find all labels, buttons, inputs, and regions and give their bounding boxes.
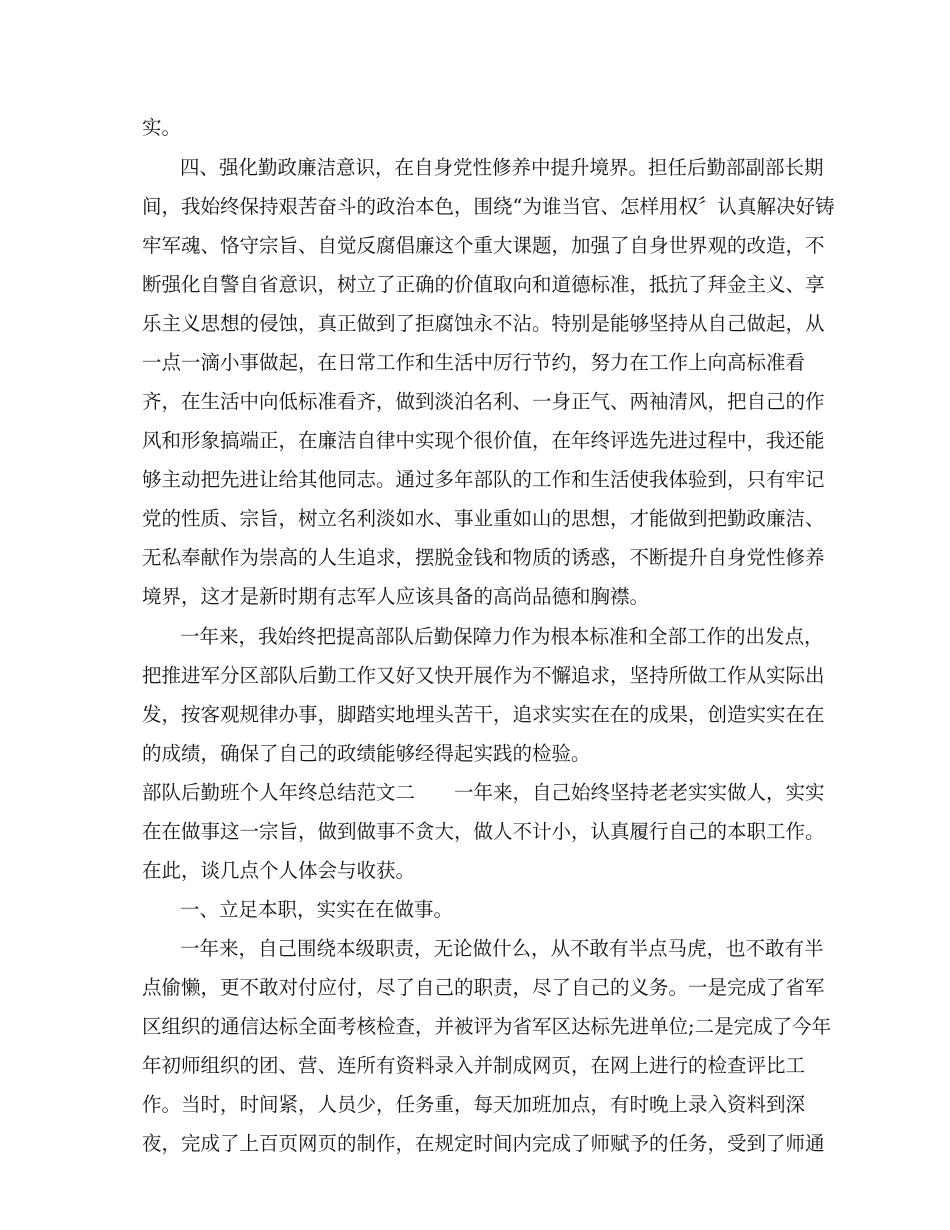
text-line: 作。当时，时间紧，人员少，任务重，每天加班加点，有时晚上录入资料到深	[142, 1093, 806, 1116]
text-line: 够主动把先进让给其他同志。通过多年部队的工作和生活使我体验到，只有牢记	[142, 468, 825, 491]
text-line: 把推进军分区部队后勤工作又好又快开展作为不懈追求，坚持所做工作从实际出	[142, 664, 825, 687]
text-line: 齐，在生活中向低标准看齐，做到淡泊名利、一身正气、两袖清风，把自己的作	[142, 390, 825, 413]
text-line: 境界，这才是新时期有志军人应该具备的高尚品德和胸襟。	[142, 585, 650, 608]
text-line: 风和形象搞端正，在廉洁自律中实现个很价值，在年终评选先进过程中，我还能	[142, 429, 825, 452]
subheading-line: 一、立足本职，实实在在做事。	[180, 898, 454, 921]
section-title-line: 部队后勤班个人年终总结范文二 一年来，自己始终坚持老老实实做人，实实	[142, 781, 825, 804]
text-line: 年初师组织的团、营、连所有资料录入并制成网页，在网上进行的检查评比工	[142, 1054, 806, 1077]
text-line: 一年来，我始终把提高部队后勤保障力作为根本标准和全部工作的出发点，	[180, 625, 824, 648]
paragraph-four-heading: 四、强化勤政廉洁意识，在自身党性修养中提升境界。担任后勤部副部长期	[180, 156, 824, 179]
text-line: 点偷懒，更不敢对付应付，尽了自己的职责，尽了自己的义务。一是完成了省军	[142, 976, 825, 999]
text-line: 一点一滴小事做起，在日常工作和生活中厉行节约，努力在工作上向高标准看	[142, 351, 806, 374]
text-line: 无私奉献作为崇高的人生追求，摆脱金钱和物质的诱惑，不断提升自身党性修养	[142, 546, 825, 569]
text-line: 断强化自警自省意识，树立了正确的价值取向和道德标准，抵抗了拜金主义、享	[142, 273, 825, 296]
text-line: 在此，谈几点个人体会与收获。	[142, 859, 416, 882]
text-line: 实。	[142, 116, 182, 139]
text-line: 牢军魂、恪守宗旨、自觉反腐倡廉这个重大课题，加强了自身世界观的改造，不	[142, 234, 825, 257]
text-line: 的成绩，确保了自己的政绩能够经得起实践的检验。	[142, 742, 591, 765]
text-line: 在在做事这一宗旨，做到做事不贪大，做人不计小，认真履行自己的本职工作。	[142, 820, 825, 843]
text-line: 间，我始终保持艰苦奋斗的政治本色，围绕“为谁当官、怎样用权〞认真解决好铸	[142, 195, 835, 218]
text-line: 发，按客观规律办事，脚踏实地埋头苦干，追求实实在在的成果，创造实实在在	[142, 703, 825, 726]
text-line: 夜，完成了上百页网页的制作，在规定时间内完成了师赋予的任务，受到了师通	[142, 1132, 825, 1155]
text-line: 一年来，自己围绕本级职责，无论做什么，从不敢有半点马虎，也不敢有半	[180, 937, 824, 960]
text-line: 党的性质、宗旨，树立名利淡如水、事业重如山的思想，才能做到把勤政廉洁、	[142, 507, 825, 530]
text-line: 乐主义思想的侵蚀，真正做到了拒腐蚀永不沾。特别是能够坚持从自己做起，从	[142, 312, 825, 335]
text-line: 区组织的通信达标全面考核检查，并被评为省军区达标先进单位;二是完成了今年	[142, 1015, 832, 1038]
